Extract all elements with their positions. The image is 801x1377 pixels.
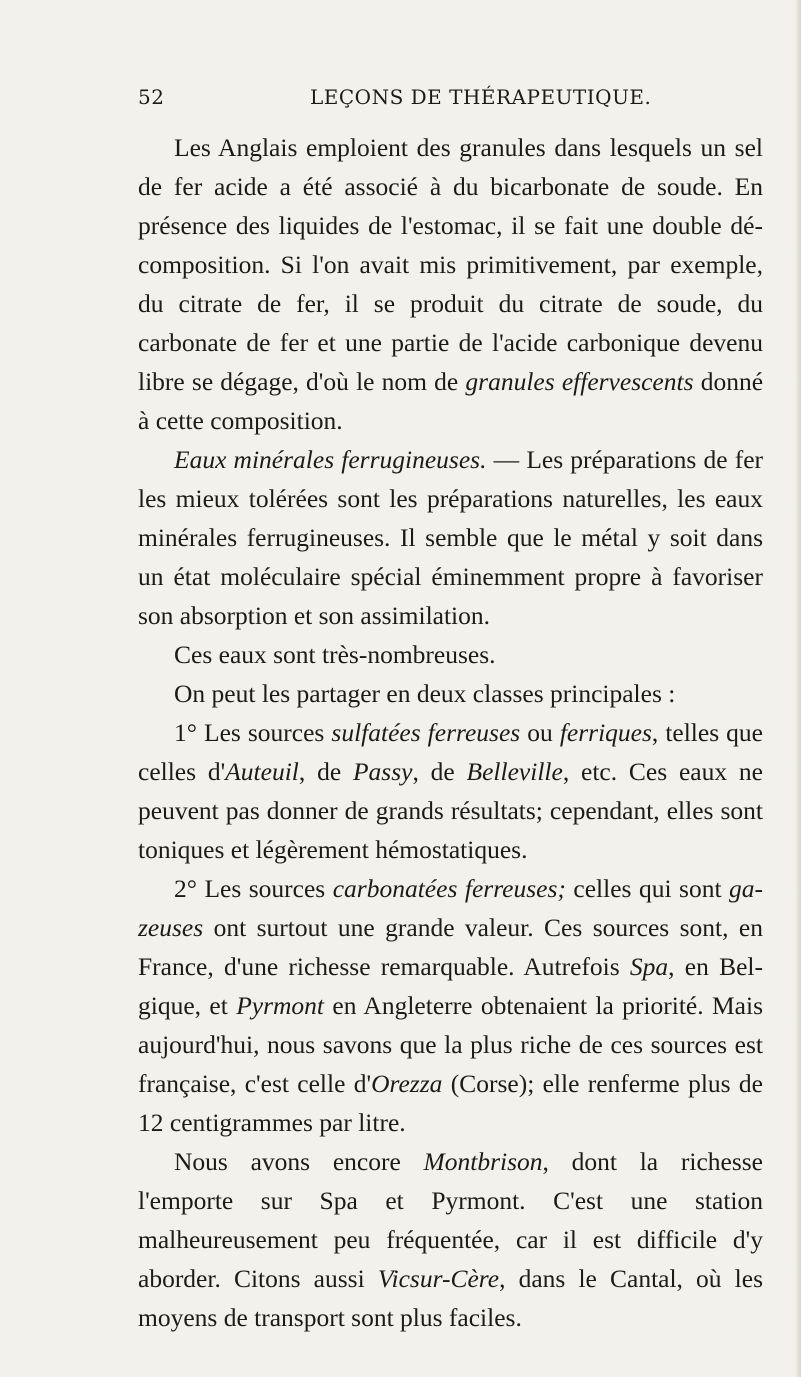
italic-term: granules effervescents: [465, 367, 694, 396]
italic-place: Auteuil: [225, 757, 299, 786]
paragraph-classes: On peut les partager en deux classes principales :: [174, 679, 676, 708]
paragraph-nombreuses: Ces eaux sont très-nombreuses.: [174, 640, 496, 669]
paragraph-montbrison: Nous avons encore Montbrison, dont la richesse l'emporte sur Spa et Pyrmont. C'est une station malheureusement peu fréquentée, car il est difficile d'y aborder. Citons aussi Vicsur-Cère, dans le Cantal, où les moyens de transport sont plus faciles.: [138, 1147, 763, 1332]
paragraph-sulfatees: 1° Les sources sulfatées ferreuses ou ferriques, telles que celles d'Auteuil, de Passy, de Belleville, etc. Ces eaux ne peuvent pas donner de grands résultats; cependant, elles sont toniques et légèrement hémostatiques.: [138, 718, 763, 864]
italic-place: Montbrison: [423, 1147, 543, 1176]
italic-term: gazeuses: [138, 874, 764, 942]
paragraph-eaux-minerales: Eaux minérales ferrugineuses. — Les préparations de fer les mieux tolérées sont les préparations naturelles, les eaux minérales ferrugineuses. Il semble que le métal y soit dans un état moléculaire spécial éminemment propre à favoriser son absorption et son assimilation.: [138, 445, 764, 630]
italic-term: sulfatées ferreuses: [331, 718, 521, 747]
page-edge-shadow: [795, 0, 801, 1377]
italic-place: Spa: [629, 952, 669, 981]
italic-place: Pyrmont: [236, 991, 325, 1020]
italic-term: carbonatées ferreuses;: [332, 874, 566, 903]
page-header: [138, 80, 763, 114]
section-heading: Eaux minérales ferrugineuses.: [174, 445, 487, 474]
italic-place: Passy: [352, 757, 413, 786]
body-text: [138, 128, 763, 1337]
italic-place: Vicsur-Cère: [377, 1264, 500, 1293]
paragraph-granules: Les Anglais emploient des granules dans lesquels un sel de fer acide a été associé à du bicarbonate de soude. En présence des liquides de l'estomac, il se fait une double décomposition. Si l'on avait mis primitivement, par exemple, du citrate de fer, il se produit du citrate de soude, du carbonate de fer et une partie de l'acide carbonique devenu libre se dégage, d'où le nom de granules effervescents donné à cette composition.: [138, 133, 764, 435]
page-number: 52: [138, 85, 165, 109]
paragraph-carbonatees: 2° Les sources carbonatées ferreuses; celles qui sont gazeuses ont surtout une grande valeur. Ces sources sont, en France, d'une richesse remarquable. Autrefois Spa, en Belgique, et Pyrmont en Angleterre obtenaient la priorité. Mais aujourd'hui, nous savons que la plus riche de ces sources est française, c'est celle d'Orezza (Corse); elle renferme plus de 12 centigrammes par litre.: [138, 874, 764, 1137]
running-title: LEÇONS DE THÉRAPEUTIQUE.: [310, 85, 652, 109]
italic-place: Orezza: [371, 1069, 443, 1098]
italic-term: ferriques: [559, 718, 652, 747]
italic-place: Belleville: [466, 757, 563, 786]
